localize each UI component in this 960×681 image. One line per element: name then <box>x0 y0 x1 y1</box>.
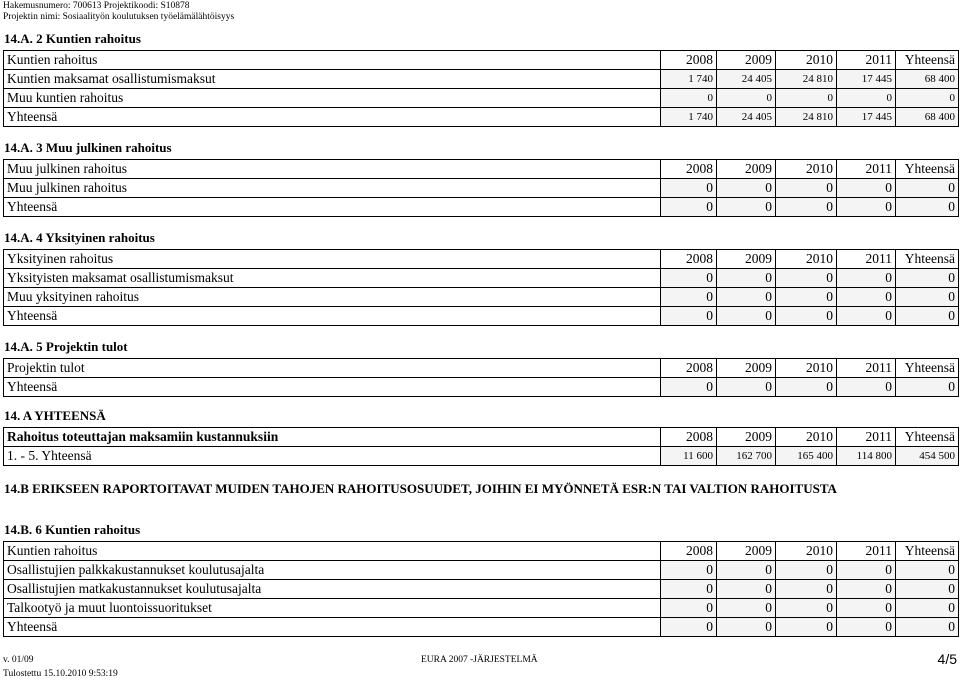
amount-cell: 0 <box>776 599 837 618</box>
row-label: Muu julkinen rahoitus <box>4 179 661 198</box>
amount-cell: 0 <box>661 599 717 618</box>
amount-cell: 0 <box>837 618 896 637</box>
table-header-row <box>4 250 959 269</box>
row-label: Osallistujien matkakustannukset koulutusajalta <box>4 580 661 599</box>
amount-cell: 0 <box>717 89 776 108</box>
table-row <box>4 179 959 198</box>
column-header-label: Yksityinen rahoitus <box>4 250 661 269</box>
amount-cell: 1 740 <box>661 70 717 89</box>
column-header-label: Rahoitus toteuttajan maksamiin kustannuksiin <box>4 428 661 447</box>
column-header-year: 2011 <box>837 359 896 378</box>
amount-cell: 0 <box>837 378 896 397</box>
amount-cell: 0 <box>837 561 896 580</box>
amount-cell: 0 <box>661 580 717 599</box>
table-header-row <box>4 160 959 179</box>
amount-cell: 0 <box>661 269 717 288</box>
amount-cell: 68 400 <box>896 70 959 89</box>
table-total-row <box>4 618 959 637</box>
amount-cell: 454 500 <box>896 447 959 466</box>
amount-cell: 0 <box>661 618 717 637</box>
row-label: Yhteensä <box>4 108 661 127</box>
amount-cell: 0 <box>837 599 896 618</box>
table-yksityinen-rahoitus <box>3 249 959 326</box>
table-total-row <box>4 108 959 127</box>
amount-cell: 0 <box>717 378 776 397</box>
column-header-year: 2011 <box>837 250 896 269</box>
table-kuntien-rahoitus <box>3 50 959 127</box>
table-row <box>4 561 959 580</box>
row-label: Yhteensä <box>4 198 661 217</box>
column-header-year: 2011 <box>837 542 896 561</box>
row-label: Kuntien maksamat osallistumismaksut <box>4 70 661 89</box>
column-header-label: Kuntien rahoitus <box>4 51 661 70</box>
row-label: Talkootyö ja muut luontoissuoritukset <box>4 599 661 618</box>
column-header-year: 2008 <box>661 428 717 447</box>
amount-cell: 0 <box>896 307 959 326</box>
row-label: Yhteensä <box>4 378 661 397</box>
column-header-year: Yhteensä <box>896 428 959 447</box>
amount-cell: 0 <box>717 288 776 307</box>
page-number: 4/5 <box>937 651 957 667</box>
amount-cell: 0 <box>776 561 837 580</box>
amount-cell: 0 <box>717 580 776 599</box>
row-label: Osallistujien palkkakustannukset koulutusajalta <box>4 561 661 580</box>
table-muu-julkinen-rahoitus <box>3 159 959 217</box>
table-row <box>4 580 959 599</box>
column-header-year: Yhteensä <box>896 250 959 269</box>
amount-cell: 24 405 <box>717 108 776 127</box>
section-title-kuntien-rahoitus-b: 14.B. 6 Kuntien rahoitus <box>4 522 141 537</box>
amount-cell: 0 <box>896 198 959 217</box>
column-header-year: 2009 <box>717 160 776 179</box>
column-header-year: 2010 <box>776 359 837 378</box>
table-row <box>4 288 959 307</box>
table-header-row <box>4 359 959 378</box>
amount-cell: 0 <box>661 179 717 198</box>
table-projektin-tulot <box>3 358 959 397</box>
column-header-year: 2011 <box>837 428 896 447</box>
column-header-year: 2009 <box>717 250 776 269</box>
column-header-year: 2011 <box>837 160 896 179</box>
amount-cell: 0 <box>776 580 837 599</box>
amount-cell: 0 <box>717 269 776 288</box>
column-header-year: 2008 <box>661 542 717 561</box>
amount-cell: 0 <box>896 179 959 198</box>
table-kuntien-rahoitus-b <box>3 541 959 637</box>
amount-cell: 68 400 <box>896 108 959 127</box>
column-header-year: 2010 <box>776 542 837 561</box>
amount-cell: 165 400 <box>776 447 837 466</box>
amount-cell: 0 <box>661 288 717 307</box>
column-header-year: 2009 <box>717 542 776 561</box>
amount-cell: 0 <box>776 198 837 217</box>
amount-cell: 0 <box>661 89 717 108</box>
column-header-year: 2008 <box>661 359 717 378</box>
amount-cell: 0 <box>776 288 837 307</box>
column-header-year: 2010 <box>776 160 837 179</box>
row-label: 1. - 5. Yhteensä <box>4 447 661 466</box>
amount-cell: 0 <box>717 198 776 217</box>
section-title-muu-julkinen-rahoitus: 14.A. 3 Muu julkinen rahoitus <box>4 140 172 155</box>
table-header-row <box>4 51 959 70</box>
amount-cell: 162 700 <box>717 447 776 466</box>
amount-cell: 0 <box>837 269 896 288</box>
amount-cell: 0 <box>717 307 776 326</box>
amount-cell: 11 600 <box>661 447 717 466</box>
column-header-year: 2009 <box>717 359 776 378</box>
column-header-label: Muu julkinen rahoitus <box>4 160 661 179</box>
amount-cell: 17 445 <box>837 108 896 127</box>
table-row <box>4 599 959 618</box>
column-header-year: 2010 <box>776 428 837 447</box>
column-header-label: Kuntien rahoitus <box>4 542 661 561</box>
column-header-year: 2009 <box>717 51 776 70</box>
row-label: Yhteensä <box>4 307 661 326</box>
row-label: Yhteensä <box>4 618 661 637</box>
column-header-year: Yhteensä <box>896 51 959 70</box>
row-label: Muu yksityinen rahoitus <box>4 288 661 307</box>
column-header-year: Yhteensä <box>896 359 959 378</box>
system-label: EURA 2007 -JÄRJESTELMÄ <box>421 655 538 665</box>
amount-cell: 0 <box>896 288 959 307</box>
amount-cell: 0 <box>776 179 837 198</box>
amount-cell: 0 <box>896 378 959 397</box>
table-yhteensa <box>3 427 959 466</box>
amount-cell: 0 <box>661 198 717 217</box>
column-header-year: 2008 <box>661 160 717 179</box>
amount-cell: 24 405 <box>717 70 776 89</box>
amount-cell: 0 <box>837 198 896 217</box>
amount-cell: 24 810 <box>776 108 837 127</box>
section-title-yhteensa: 14. A YHTEENSÄ <box>4 408 106 423</box>
application-number: Hakemusnumero: 700613 Projektikoodi: S10878 <box>3 1 190 11</box>
amount-cell: 0 <box>896 580 959 599</box>
amount-cell: 0 <box>896 89 959 108</box>
column-header-year: 2008 <box>661 250 717 269</box>
section-title-yksityinen-rahoitus: 14.A. 4 Yksityinen rahoitus <box>4 230 155 245</box>
column-header-year: 2008 <box>661 51 717 70</box>
amount-cell: 0 <box>776 89 837 108</box>
table-row <box>4 89 959 108</box>
column-header-year: Yhteensä <box>896 160 959 179</box>
amount-cell: 0 <box>837 89 896 108</box>
amount-cell: 0 <box>661 307 717 326</box>
table-total-row <box>4 447 959 466</box>
amount-cell: 0 <box>776 618 837 637</box>
amount-cell: 0 <box>717 599 776 618</box>
section-b-title: 14.B ERIKSEEN RAPORTOITAVAT MUIDEN TAHOJEN RAHOITUSOSUUDET, JOIHIN EI MYÖNNETÄ ESR:N TAI VALTION RAHOITUSTA <box>4 481 837 496</box>
amount-cell: 0 <box>717 561 776 580</box>
amount-cell: 0 <box>896 599 959 618</box>
version-label: v. 01/09 <box>3 655 34 665</box>
amount-cell: 0 <box>661 561 717 580</box>
print-timestamp: Tulostettu 15.10.2010 9:53:19 <box>3 669 118 679</box>
row-label: Yksityisten maksamat osallistumismaksut <box>4 269 661 288</box>
amount-cell: 24 810 <box>776 70 837 89</box>
row-label: Muu kuntien rahoitus <box>4 89 661 108</box>
project-name: Projektin nimi: Sosiaalityön koulutuksen työelämälähtöisyys <box>3 12 235 22</box>
document-header <box>3 1 234 23</box>
amount-cell: 0 <box>717 179 776 198</box>
amount-cell: 0 <box>837 580 896 599</box>
table-row <box>4 269 959 288</box>
amount-cell: 0 <box>837 288 896 307</box>
table-total-row <box>4 378 959 397</box>
amount-cell: 0 <box>717 618 776 637</box>
section-title-kuntien-rahoitus: 14.A. 2 Kuntien rahoitus <box>4 31 141 46</box>
table-total-row <box>4 198 959 217</box>
table-header-row <box>4 428 959 447</box>
amount-cell: 0 <box>896 561 959 580</box>
amount-cell: 1 740 <box>661 108 717 127</box>
amount-cell: 0 <box>837 307 896 326</box>
table-header-row <box>4 542 959 561</box>
amount-cell: 0 <box>776 378 837 397</box>
table-row <box>4 70 959 89</box>
amount-cell: 114 800 <box>837 447 896 466</box>
amount-cell: 0 <box>896 618 959 637</box>
amount-cell: 0 <box>896 269 959 288</box>
column-header-year: 2009 <box>717 428 776 447</box>
column-header-year: 2010 <box>776 51 837 70</box>
column-header-year: 2011 <box>837 51 896 70</box>
table-total-row <box>4 307 959 326</box>
amount-cell: 0 <box>661 378 717 397</box>
amount-cell: 0 <box>776 307 837 326</box>
column-header-label: Projektin tulot <box>4 359 661 378</box>
column-header-year: Yhteensä <box>896 542 959 561</box>
section-title-projektin-tulot: 14.A. 5 Projektin tulot <box>4 339 128 354</box>
amount-cell: 17 445 <box>837 70 896 89</box>
column-header-year: 2010 <box>776 250 837 269</box>
amount-cell: 0 <box>837 179 896 198</box>
amount-cell: 0 <box>776 269 837 288</box>
